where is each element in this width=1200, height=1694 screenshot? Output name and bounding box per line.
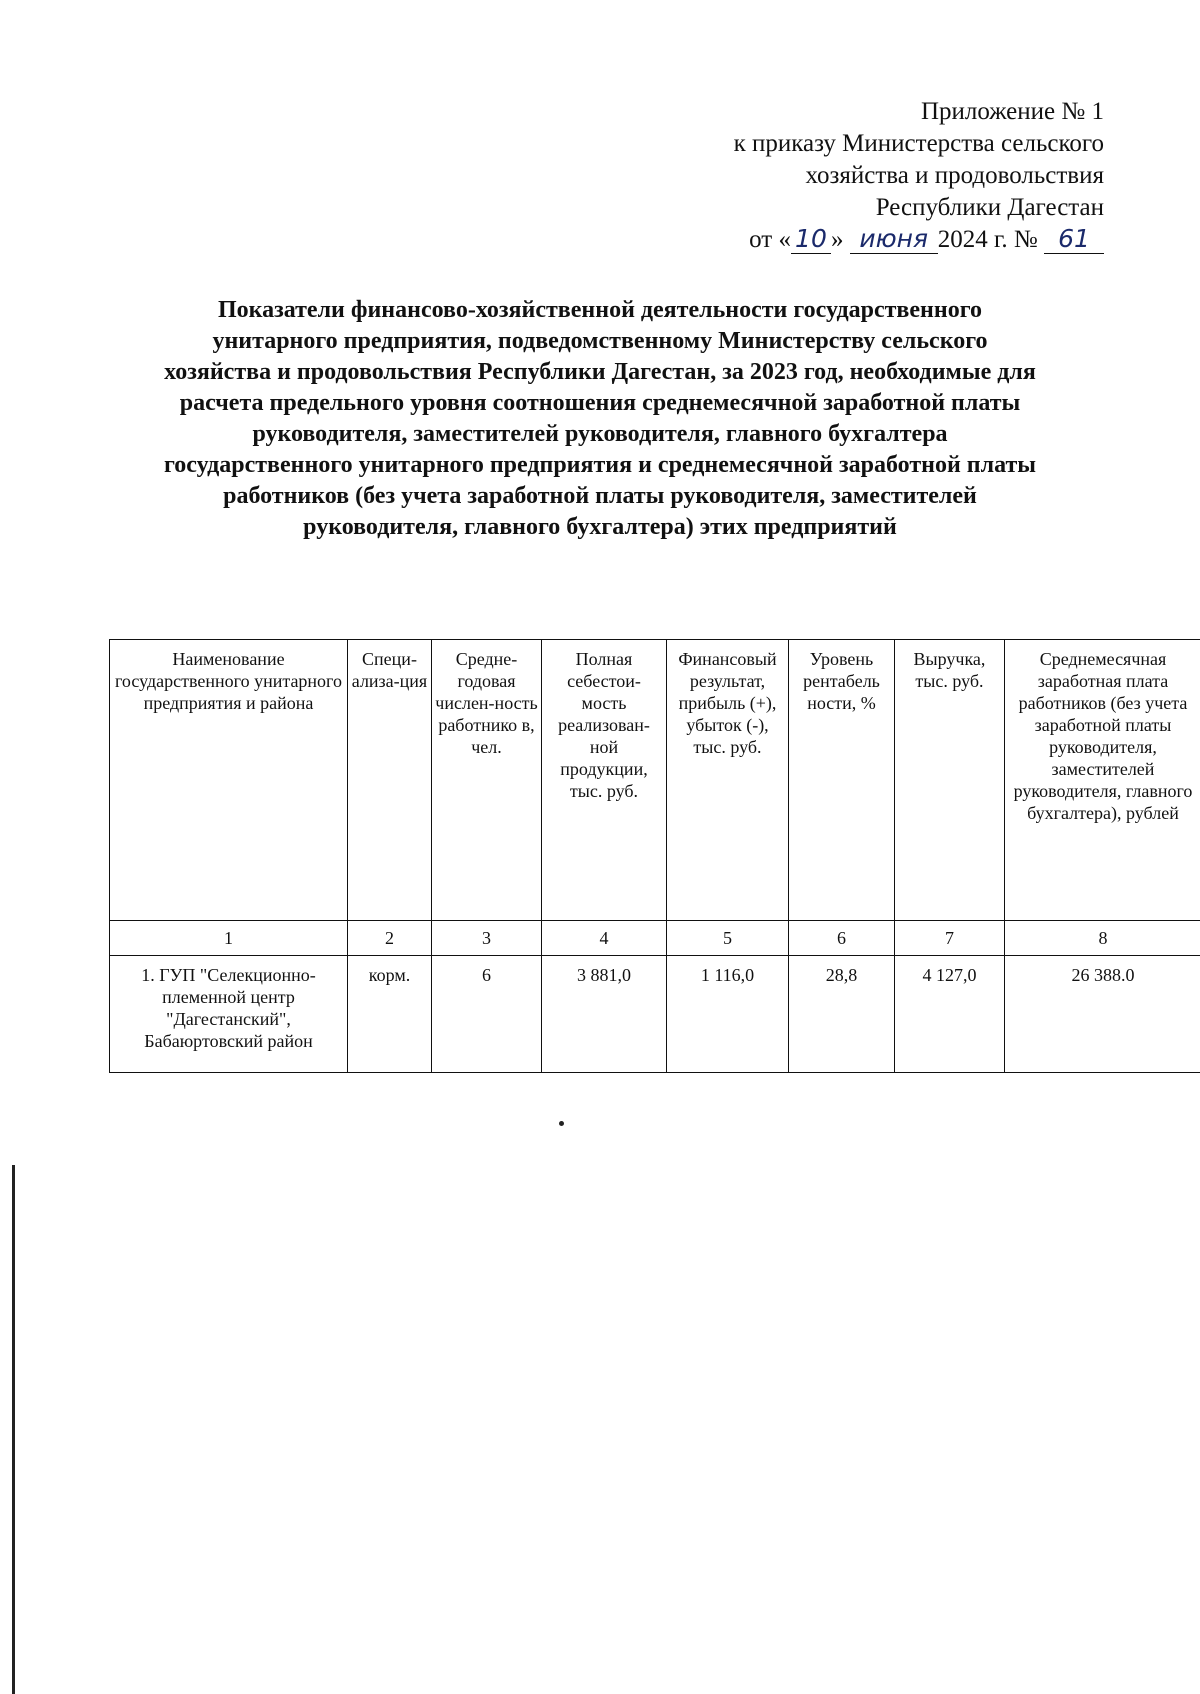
column-header: Средне-годовая числен-ность работнико в, чел. — [432, 640, 542, 921]
appendix-line-1: Приложение № 1 — [920, 98, 1104, 125]
profitability-cell: 28,8 — [789, 956, 895, 1073]
scan-speck — [559, 1121, 564, 1126]
revenue-cell: 4 127,0 — [895, 956, 1005, 1073]
column-header: Специ-ализа-ция — [348, 640, 432, 921]
date-year: 2024 г. № — [937, 226, 1044, 253]
column-number: 6 — [789, 921, 895, 956]
handwritten-month: июня — [850, 225, 938, 254]
column-header: Среднемесячная заработная плата работников (без учета заработной платы руководителя, заместителей руководителя, главного бухгалтера), рублей — [1005, 640, 1200, 921]
avg-salary-cell: 26 388.0 — [1005, 956, 1200, 1073]
indicators-table — [109, 639, 1200, 1073]
appendix-header — [624, 96, 1104, 256]
date-prefix: от « — [749, 226, 791, 253]
handwritten-day: 10 — [791, 225, 831, 254]
column-number: 8 — [1005, 921, 1200, 956]
scan-margin-line — [12, 1165, 15, 1694]
column-number: 2 — [348, 921, 432, 956]
column-header: Финансовый результат, прибыль (+), убыток (-), тыс. руб. — [667, 640, 789, 921]
cost-cell: 3 881,0 — [542, 956, 667, 1073]
enterprise-name-cell: 1. ГУП "Селекционно-племенной центр "Дагестанский", Бабаюртовский район — [110, 956, 348, 1073]
column-header: Уровень рентабель ности, % — [789, 640, 895, 921]
handwritten-order-number: 61 — [1044, 225, 1104, 254]
column-number: 1 — [110, 921, 348, 956]
table-header-row — [110, 640, 1200, 921]
date-separator: » — [830, 226, 850, 253]
appendix-line-4: Республики Дагестан — [875, 194, 1104, 221]
appendix-line-2: к приказу Министерства сельского — [733, 130, 1104, 157]
document-title: Показатели финансово-хозяйственной деятельности государственного унитарного предприятия, подведомственному Министерству сельского хозяйства и продовольствия Республики Дагестан, за 2023 год, необходимые для расчета предельного уровня соотношения среднемесячной заработной платы руководителя, заместителей руководителя, главного бухгалтера государственного унитарного предприятия и среднемесячной заработной платы работников (без учета заработной платы руководителя, заместителей руководителя, главного бухгалтера) этих предприятий — [164, 297, 1036, 540]
appendix-line-3: хозяйства и продовольствия — [805, 162, 1104, 189]
column-number: 5 — [667, 921, 789, 956]
column-number: 3 — [432, 921, 542, 956]
order-date-line — [624, 224, 1104, 256]
column-header: Выручка, тыс. руб. — [895, 640, 1005, 921]
column-number: 7 — [895, 921, 1005, 956]
column-number-row — [110, 921, 1200, 956]
specialization-cell: корм. — [348, 956, 432, 1073]
column-header: Наименование государственного унитарного предприятия и района — [110, 640, 348, 921]
table-row — [110, 956, 1200, 1073]
column-number: 4 — [542, 921, 667, 956]
headcount-cell: 6 — [432, 956, 542, 1073]
financial-result-cell: 1 116,0 — [667, 956, 789, 1073]
column-header: Полная себестои-мость реализован-ной продукции, тыс. руб. — [542, 640, 667, 921]
